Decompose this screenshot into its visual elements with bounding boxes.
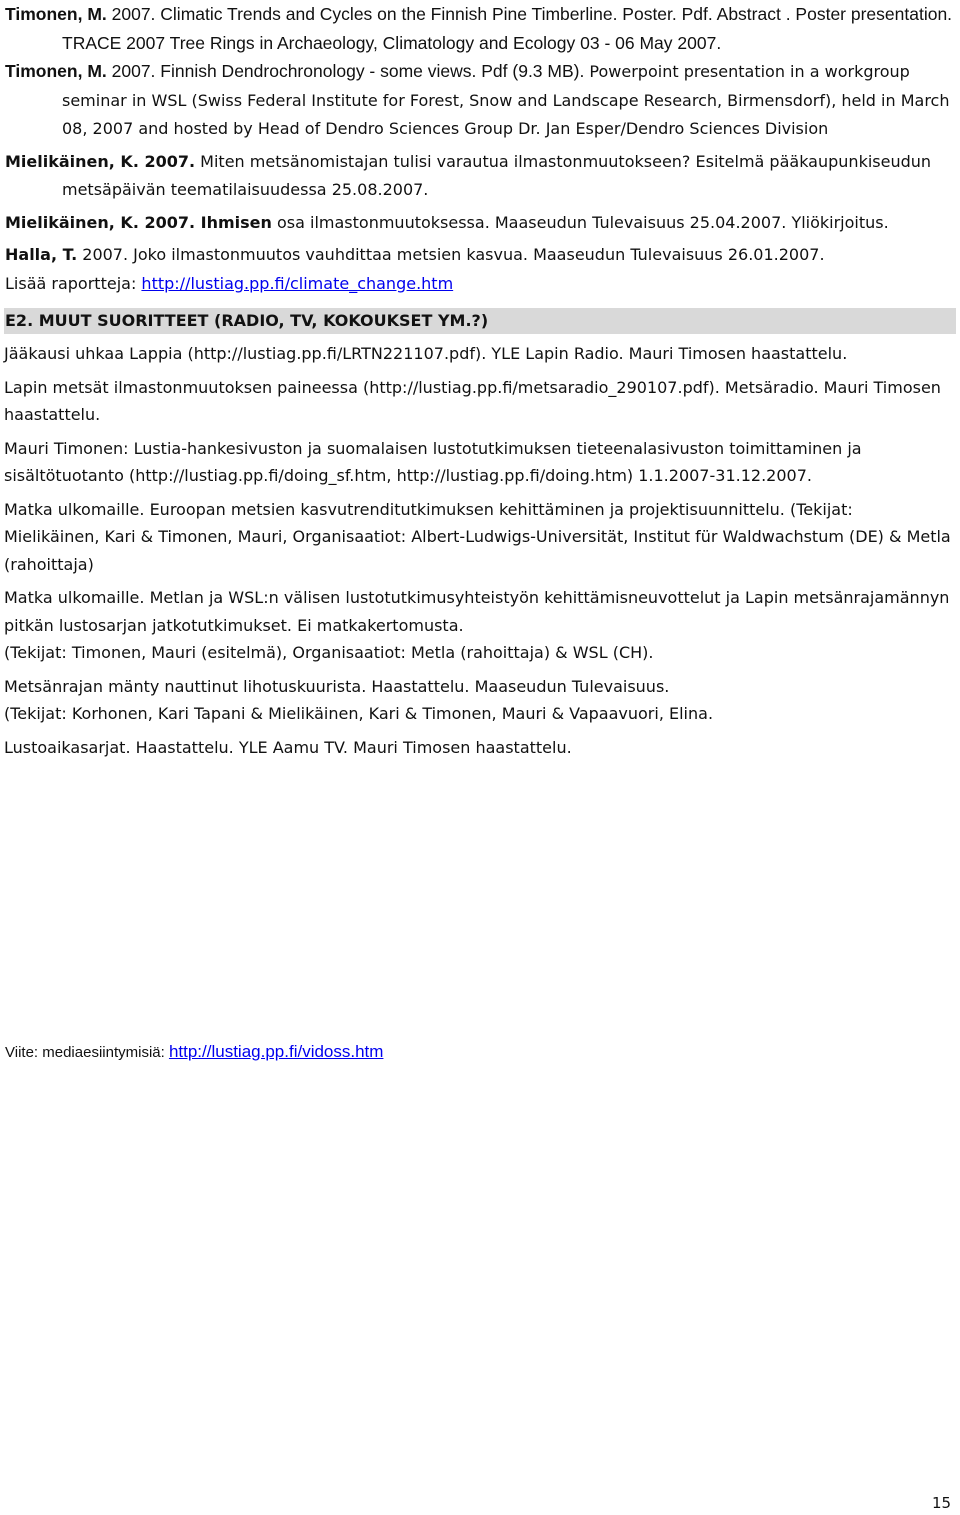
reference-mielikainen-2	[0, 209, 960, 238]
footnote	[5, 1041, 383, 1064]
reference-timonen-dendro	[0, 57, 960, 144]
page-number: 15	[932, 1494, 952, 1512]
reference-text: 2007. Climatic Trends and Cycles on the Finnish Pine Timberline. Poster. Pdf. Abstract . Poster presentation. TRACE 2007 Tree Rings in Archaeology, Climatology and Ecology 03 - 06 May 2007.	[62, 4, 953, 53]
reference-text: osa ilmastonmuutoksessa. Maaseudun Tulevaisuus 25.04.2007. Yliökirjoitus.	[271, 212, 889, 232]
reference-mielikainen-1	[0, 148, 960, 205]
reference-text: Miten metsänomistajan tulisi varautua ilmastonmuutokseen? Esitelmä pääkaupunkiseudun metsäpäivän teematilaisuudessa 25.08.2007.	[62, 151, 932, 199]
more-reports-link[interactable]: http://lustiag.pp.fi/climate_change.htm	[141, 273, 454, 293]
reference-author: Mielikäinen, K. 2007.	[5, 151, 196, 171]
list-item: Metsänrajan mänty nauttinut lihotuskuurista. Haastattelu. Maaseudun Tulevaisuus. (Tekijat: Korhonen, Kari Tapani & Mielikäinen, Kari & Timonen, Mauri & Vapaavuori, Elina.	[4, 676, 714, 723]
reference-text-cont: Powerpoint presentation in a workgroup seminar in WSL (Swiss Federal Institute for Forest, Snow and Landscape Research, Birmensdorf), held in March 08, 2007 and hosted by Head of Dendro Sciences Group Dr. Jan Esper/Dendro Sciences Division	[62, 62, 950, 138]
section-heading: E2. MUUT SUORITTEET (RADIO, TV, KOKOUKSET YM.?)	[4, 308, 956, 334]
reference-text: 2007. Finnish Dendrochronology - some views. Pdf (9.3 MB).	[106, 61, 585, 81]
list-item: Matka ulkomaille. Euroopan metsien kasvutrenditutkimuksen kehittäminen ja projektisuunnittelu. (Tekijat: Mielikäinen, Kari & Timonen, Mauri, Organisaatiot: Albert-Ludwigs-Universität, Institut für Waldwachstum (DE) & Metla (rahoittaja)	[4, 499, 951, 574]
reference-author: Timonen, M.	[5, 4, 107, 24]
reference-author: Halla, T.	[5, 245, 78, 264]
reference-author: Mielikäinen, K. 2007. Ihmisen	[5, 212, 272, 232]
footnote-label: Viite: mediaesiintymisiä:	[5, 1044, 169, 1061]
reference-author: Timonen, M.	[5, 61, 107, 81]
list-item: Matka ulkomaille. Metlan ja WSL:n välisen lustotutkimusyhteistyön kehittämisneuvottelut ja Lapin metsänrajamännyn pitkän lustosarjan jatkotutkimukset. Ei matkakertomusta. (Tekijat: Timonen, Mauri (esitelmä), Organisaatiot: Metla (rahoittaja) & WSL (CH).	[4, 588, 950, 662]
activities-list	[0, 340, 960, 761]
list-item: Lapin metsät ilmastonmuutoksen paineessa (http://lustiag.pp.fi/metsaradio_290107.pdf). Metsäradio. Mauri Timosen haastattelu.	[4, 377, 941, 424]
reference-halla	[0, 241, 960, 270]
reference-text: 2007. Joko ilmastonmuutos vauhdittaa metsien kasvua. Maaseudun Tulevaisuus 26.01.2007.	[77, 245, 825, 264]
list-item: Jääkausi uhkaa Lappia (http://lustiag.pp.fi/LRTN221107.pdf). YLE Lapin Radio. Mauri Timosen haastattelu.	[4, 344, 848, 363]
footnote-link[interactable]: http://lustiag.pp.fi/vidoss.htm	[168, 1042, 384, 1061]
list-item: Mauri Timonen: Lustia-hankesivuston ja suomalaisen lustotutkimuksen tieteenalasivuston toimittaminen ja sisältötuotanto (http://lustiag.pp.fi/doing_sf.htm, http://lustiag.pp.fi/doing.htm) 1.1.2007-31.12.2007.	[4, 438, 862, 485]
more-reports-label: Lisää raportteja:	[5, 273, 142, 293]
reference-timonen-poster	[0, 0, 960, 57]
list-item: Lustoaikasarjat. Haastattelu. YLE Aamu TV. Mauri Timosen haastattelu.	[4, 737, 572, 757]
more-reports	[0, 270, 960, 299]
